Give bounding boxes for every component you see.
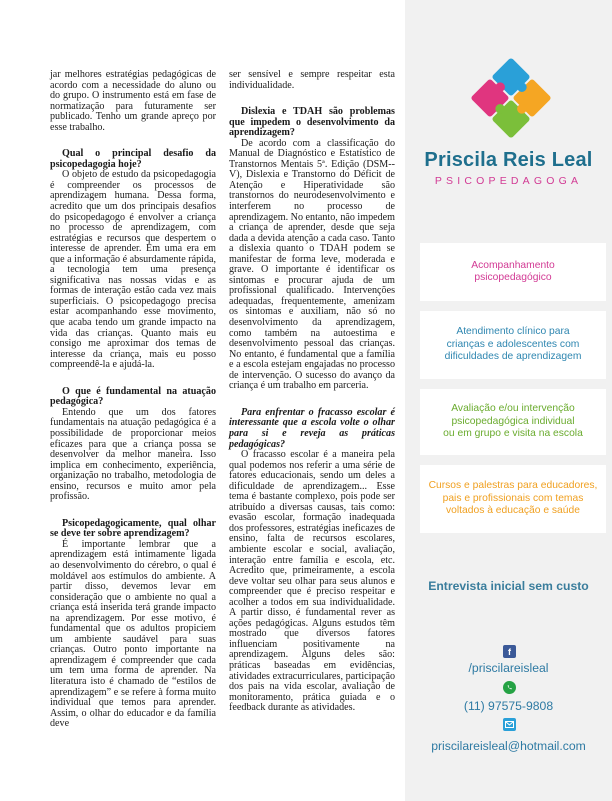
service-box: [420, 311, 606, 379]
paragraph-intro-1: jar melhores estratégias pedagógicas de acordo com a necessidade do aluno ou do grupo. O instrumento está em fase de normatização para futuramente ser publicado. Tenho um grande apreço por esse trabalho.: [50, 69, 216, 133]
question-heading: Psicopedagogicamente, qual olhar se deve ter sobre aprendizagem?: [50, 517, 216, 540]
answer-paragraph: O fracasso escolar é a maneira pela qual podemos nos referir a uma série de fatores educacionais, sendo um deles a dificuldade de aprendizagem... Esse tema é bastante complexo, pois pode ser atribuído a diversas causas, tais como: evasão escolar, formação inadequada dos professores, estratégias ineficazes de ensino, falta de recursos escolares, ambiente escolar e social, avaliação, interação entre família e escola, etc. Acredito que, primeiramente, a escola deve voltar seu olhar para seus alunos e compreender que é preciso respeitar e acolher a todos em sua individualidade. A partir disso, é fundamental rever as ações pedagógicas. Alguns estudos têm mostrado que diversos fatores influenciam positivamente na aprendizagem. Alguns deles são: práticas baseadas em evidências, atividades extracurriculares, participação dos pais na vida escolar, avaliação de monitoramento, prática guiada e o feedback durante as atividades.: [229, 449, 395, 714]
answer-paragraph: Entendo que um dos fatores fundamentais na atuação pedagógica é a possibilidade de proporcionar meios eficazes para que a criança possa se desenvolver da melhor maneira. Isso implica em conhecimento, experiência, organização no trabalho, metodologia de ensino, recursos e muito amor pela profissão.: [50, 406, 216, 503]
question-heading: Para enfrentar o fracasso escolar é interessante que a escola volte o olhar para si e reveja as práticas pedagógicas?: [229, 406, 395, 450]
service-line: psicopedagógica individual: [451, 415, 575, 427]
answer-paragraph: O objeto de estudo da psicopedagogia é compreender os processos de aprendizagem humana. Dessa forma, acredito que um dos principais desafios do psicopedagogo é envolver a criança no processo de aprendizagem, com estratégias e recursos que despertem o interesse de aprender. Em uma era em que a informação é absurdamente rápida, a tecnologia tem uma presença significativa nas nossas vidas e as formas de interação estão cada vez mais superficiais. O psicopedagogo precisa estar acompanhando esse movimento, que acaba tendo um grande impacto na vida das crianças. Quanto mais eu consigo me aproximar dos temas de interesse da criança, mais eu posso compreendê-la e ajudá-la.: [50, 169, 216, 371]
service-line: Atendimento clínico para: [456, 326, 570, 338]
whatsapp-number[interactable]: (11) 97575-9808: [463, 699, 554, 713]
email-address[interactable]: priscilareisleal@hotmail.com: [431, 739, 586, 753]
service-box: [420, 389, 606, 455]
brand-name: Priscila Reis Leal: [424, 149, 593, 171]
question-heading: Qual o principal desafio da psicopedagogia hoje?: [50, 148, 216, 170]
article-column-2: [229, 70, 395, 714]
service-line: Avaliação e/ou intervenção: [451, 403, 575, 415]
answer-paragraph: De acordo com a classificação do Manual de Diagnóstico e Estatístico de Transtornos Mentais 5ª. Edição (DSM--V), Dislexia e Transtorno do Déficit de Atenção e Hiperatividade são transtornos do neurodesenvolvimento e interferem no processo de aprendizagem. No entanto, não impedem a criança de aprender, desde que seja dada a devida atenção a cada caso. Tanto a dislexia quanto o TDAH podem se manifestar de forma leve, moderada e grave. O importante é identificar os sintomas e procurar ajuda de um profissional qualificado. Intervenções adequadas, frequentemente, amenizam os sintomas e auxiliam, não só no desenvolvimento da aprendizagem, como também na autoestima e desenvolvimento pessoal das crianças. No entanto, é fundamental que a família e a escola estejam engajadas no processo de intervenção. O sucesso do avanço da criança é um trabalho em parceria.: [229, 137, 395, 392]
service-line: ou em grupo e visita na escola: [443, 428, 583, 440]
service-line: Acompanhamento: [471, 259, 555, 271]
service-line: crianças e adolescentes com: [446, 338, 580, 350]
article-column-1: [50, 70, 216, 730]
service-line: dificuldades de aprendizagem: [444, 351, 582, 363]
question-heading: Dislexia e TDAH são problemas que impedem o desenvolvimento da aprendizagem?: [229, 106, 395, 139]
answer-paragraph: É importante lembrar que a aprendizagem está intimamente ligada ao desenvolvimento do cérebro, o qual é moldável aos estímulos do ambiente. A partir disso, devemos levar em consideração que o ambiente no qual a criança está inserida terá grande impacto na aprendizagem. Por esse motivo, é fundamental que os adultos propiciem um ambiente saudável para suas crianças. Outro ponto importante na aprendizagem é compreender que cada um tem uma forma de aprender. Na literatura isto é chamado de “estilos de aprendizagem” e se refere à forma muito individual que temos para aprender. Assim, o olhar do educador e da família deve: [50, 538, 216, 730]
service-line: pais e profissionais com temas: [442, 492, 584, 504]
paragraph-intro-2: ser sensível e sempre respeitar esta individualidade.: [229, 69, 395, 91]
service-box: [420, 243, 606, 301]
cta-text: Entrevista inicial sem custo: [428, 579, 589, 593]
brand-role: PSICOPEDAGOGA: [434, 175, 583, 187]
service-line: psicopedagógico: [474, 272, 552, 283]
service-line: voltados à educação e saúde: [446, 505, 580, 517]
facebook-icon[interactable]: f: [503, 645, 516, 658]
facebook-handle[interactable]: /priscilareisleal: [468, 661, 549, 675]
whatsapp-icon[interactable]: [503, 681, 516, 694]
email-icon[interactable]: [503, 718, 516, 731]
puzzle-logo-icon: [463, 50, 559, 146]
service-line: Cursos e palestras para educadores,: [428, 480, 598, 492]
question-heading: O que é fundamental na atuação pedagógica?: [50, 385, 216, 408]
service-box: [420, 465, 606, 533]
sidebar-ad: [405, 0, 612, 801]
